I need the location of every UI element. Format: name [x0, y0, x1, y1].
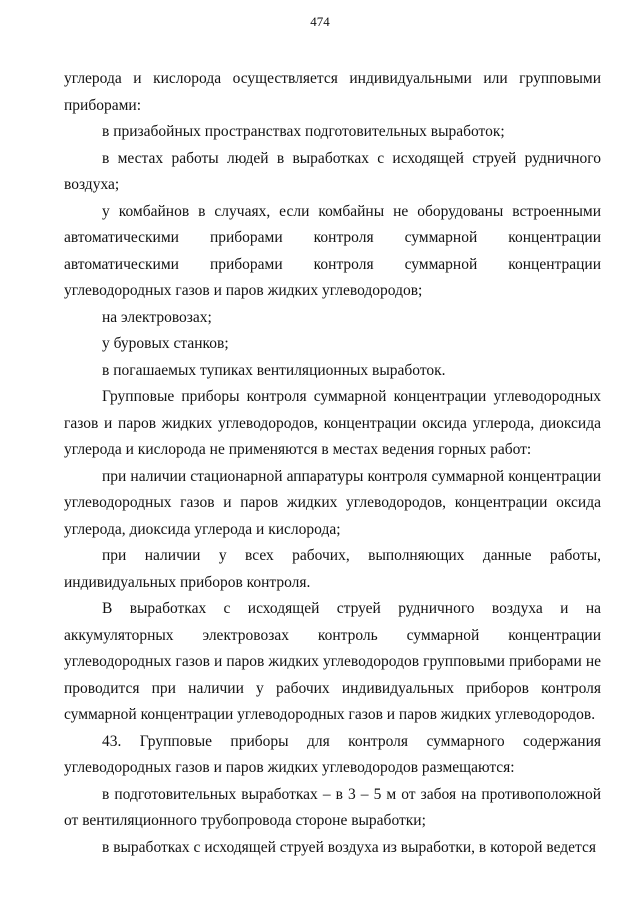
paragraph: при наличии стационарной аппаратуры контроля суммарной концентрации углеводородных газов и паров жидких углеводородов, концентрации оксида углерода, диоксида углерода и кислорода; [64, 467, 601, 538]
paragraph: Групповые приборы контроля суммарной концентрации углеводородных газов и паров жидких углеводородов, концентрации оксида углерода, диоксида углерода и кислорода не применяются в местах ведения горных работ: [64, 388, 601, 458]
paragraph: при наличии у всех рабочих, выполняющих данные работы, индивидуальных приборов контроля. [64, 547, 601, 591]
paragraph: на электровозах; [102, 308, 212, 326]
paragraph: в подготовительных выработках – в 3 – 5 м от забоя на противоположной от вентиляционного трубопровода стороне выработки; [64, 785, 601, 829]
paragraph: в выработках с исходящей струей воздуха из выработки, в которой ведется [102, 838, 597, 856]
paragraph: у буровых станков; [102, 335, 229, 352]
page-number: 474 [310, 14, 330, 29]
paragraph: у комбайнов в случаях, если комбайны не оборудованы встроенными автоматическими приборами контроля суммарной концентрации автоматическими приборами контроля суммарной концентрации углеводородных газов и паров жидких углеводородов; [64, 202, 601, 299]
paragraph: в призабойных пространствах подготовительных выработок; [102, 123, 505, 140]
paragraph: В выработках с исходящей струей рудничного воздуха и на аккумуляторных электровозах контроль суммарной концентрации углеводородных газов и паров жидких углеводородов групповыми приборами не проводится при наличии у рабочих индивидуальных приборов контроля суммарной концентрации углеводородных газов и паров жидких углеводородов. [64, 600, 601, 723]
paragraph: углерода и кислорода осуществляется индивидуальными или групповыми приборами: [64, 70, 601, 114]
document-body [64, 66, 601, 861]
paragraph: в погашаемых тупиках вентиляционных выработок. [102, 361, 446, 379]
paragraph: 43. Групповые приборы для контроля суммарного содержания углеводородных газов и паров жидких углеводородов размещаются: [64, 732, 601, 776]
paragraph: в местах работы людей в выработках с исходящей струей рудничного воздуха; [64, 149, 601, 193]
